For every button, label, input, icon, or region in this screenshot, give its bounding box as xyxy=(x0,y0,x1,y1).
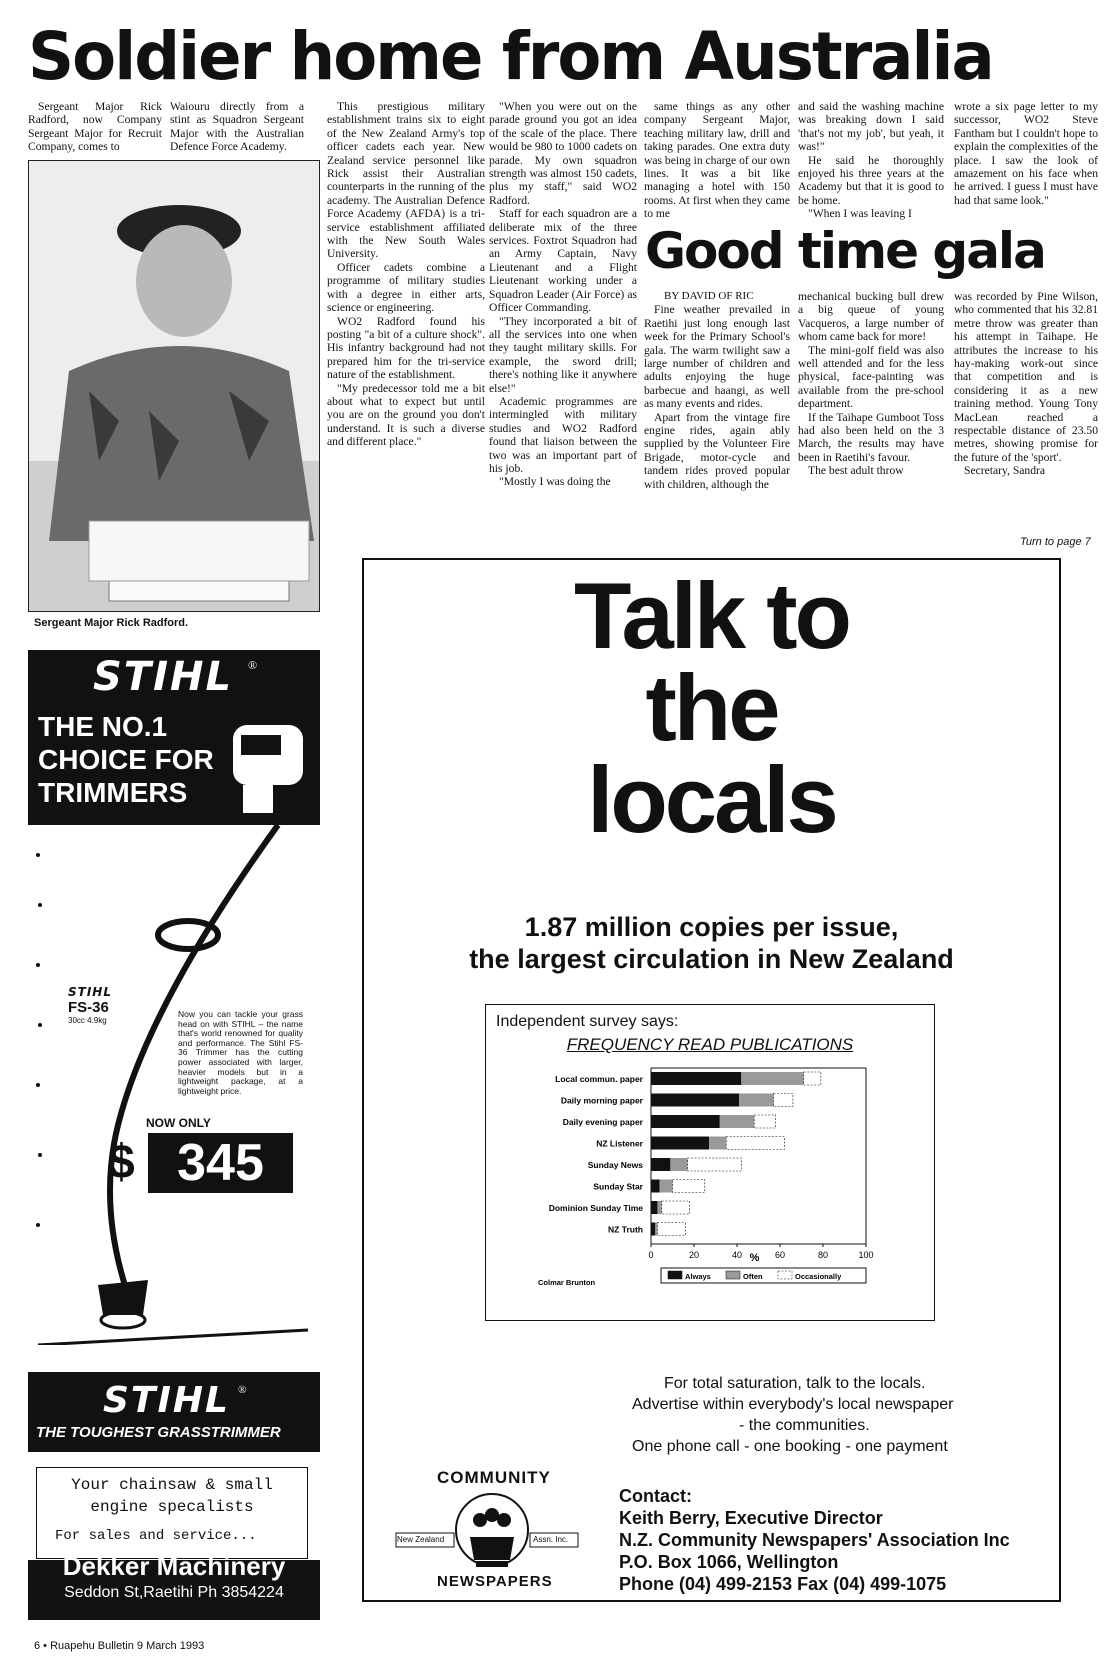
bar-often-2 xyxy=(720,1115,754,1128)
stihl-bottom-banner xyxy=(28,1372,320,1452)
contact-phone[interactable]: Phone (04) 499-2153 Fax (04) 499-1075 xyxy=(619,1574,947,1594)
bar-always-5 xyxy=(651,1180,660,1193)
dealer-address: Seddon St,Raetihi Ph 3854224 xyxy=(64,1584,284,1601)
bar-often-3 xyxy=(709,1137,726,1150)
article1-col6: and said the washing machine was breaking down I said 'that's not my job', but yeah, it was!" He said he thoroughly enjoyed his three years at the Academy but that it is good to be home. "When I was leaving I xyxy=(798,100,944,221)
dealer-line3: For sales and service... xyxy=(55,1528,257,1544)
category-label: Dominion Sunday Time xyxy=(548,1203,643,1213)
stihl-body: Now you can tackle your grass head on with STIHL – the name that's world renowned for quality and performance. The Stihl FS-36 Trimmer has the cutting power associated with larger, heavier models but in a lightweight package, at a lightweight price. xyxy=(178,1009,303,1096)
legend-swatch-occasionally xyxy=(778,1271,792,1279)
bar-occasionally-4 xyxy=(688,1158,742,1171)
turn-to-page[interactable]: Turn to page 7 xyxy=(1020,536,1091,548)
logo-right-text: Assn. Inc. xyxy=(533,1535,569,1544)
trimmer-engine-icon xyxy=(223,705,313,815)
article2-col1: BY DAVID OF RIC Fine weather prevailed in Raetihi just long enough last week for the Primary School's gala. The warm twilight saw a large number of children and adults enjoying the huge barbecue and haangi, as well as many events and rides. Apart from the vintage fire engine rides, again ably supplied by the Volunteer Fire Brigade, motor-cycle and tandem rides proved popular with children, although the xyxy=(644,290,790,491)
price-box: 345 xyxy=(148,1133,293,1193)
bar-always-3 xyxy=(651,1137,709,1150)
bar-occasionally-0 xyxy=(804,1072,821,1085)
community-newspapers-logo xyxy=(392,1465,592,1595)
bar-often-6 xyxy=(657,1201,661,1214)
article2-byline: BY DAVID OF RIC xyxy=(664,290,754,302)
bar-always-0 xyxy=(651,1072,741,1085)
soldier-photo xyxy=(28,160,320,612)
registered-mark: ® xyxy=(248,658,258,672)
dealer-company: Dekker Machinery xyxy=(62,1551,286,1581)
chart-source: Colmar Brunton xyxy=(538,1278,596,1287)
dealer-line1: Your chainsaw & small xyxy=(71,1476,273,1494)
category-label: NZ Truth xyxy=(608,1224,643,1235)
article1-col2: Waiouru directly from a stint as Squadron Sergeant Major with the Australian Defence Force Academy. xyxy=(170,100,304,154)
bar-often-5 xyxy=(660,1180,673,1193)
article1-col3: This prestigious military establishment trains six to eight of the New Zealand Army's top officer cadets each year. New Zealand service personnel like Rick assist their Australian counterparts in the running of the academy. The Australian Defence Force Academy (AFDA) is a tri-service establishment affiliated with the New South Wales University. Officer cadets combine a programme of military studies with a degree in either arts, science or engineering. WO2 Radford found his posting "a bit of a culture shock". His infantry background had not prepared him for the tri-service nature of the establishment. "My predecessor told me a bit about what to expect but until you are on the ground you don't understand. It is such a diverse and different place." xyxy=(327,100,485,449)
category-label: Sunday Star xyxy=(593,1181,643,1192)
contact-address: P.O. Box 1066, Wellington xyxy=(619,1552,839,1572)
tagline4: One phone call - one booking - one payment xyxy=(632,1438,948,1455)
bar-always-2 xyxy=(651,1115,720,1128)
x-tick-label: 80 xyxy=(817,1250,829,1260)
soldier-illustration xyxy=(29,161,319,611)
bar-occasionally-2 xyxy=(754,1115,776,1128)
contact-org: N.Z. Community Newspapers' Association Inc xyxy=(619,1530,1010,1550)
article1-col1: Sergeant Major Rick Radford, now Company Sergeant Major for Recruit Company, comes to xyxy=(28,100,162,154)
logo-bottom-text: NEWSPAPERS xyxy=(437,1573,553,1590)
bar-always-7 xyxy=(651,1223,655,1236)
survey-chart-box xyxy=(485,1004,935,1321)
stihl-logo-bottom: STIHL xyxy=(103,1380,230,1421)
circulation-line2: the largest circulation in New Zealand xyxy=(469,944,954,974)
category-label: Daily evening paper xyxy=(562,1117,643,1127)
logo-left-text: New Zealand xyxy=(397,1535,445,1544)
article1-headline: Soldier home from Australia xyxy=(28,18,993,95)
article1-col4: "When you were out on the parade ground you got an idea of the scale of the place. There would be 980 to 1000 cadets on parade. My own squadron strength was almost 150 cadets, plus my staff," said WO2 Radford. Staff for each squadron are a deliberate mix of the three services. Foxtrot Squadron had an Army Captain, Navy Lieutenant and a Flight Lieutenant working under a Squadron Leader (Air Force) as Officer Commanding. "They incorporated a bit of all the services into one when they taught military skills. For example, the sword drill; there's nothing like it anywhere else!" Academic programmes are intermingled with military studies and WO2 Radford found that liaison between the two was an important part of his job. "Mostly I was doing the xyxy=(489,100,637,489)
frequency-chart xyxy=(486,1050,934,1320)
dealer-line2: engine specalists xyxy=(90,1498,254,1516)
dealer-box xyxy=(36,1467,308,1559)
bar-often-7 xyxy=(655,1223,657,1236)
x-tick-label: 0 xyxy=(648,1250,654,1260)
bar-always-6 xyxy=(651,1201,657,1214)
survey-intro: Independent survey says: xyxy=(496,1013,679,1030)
bar-occasionally-1 xyxy=(774,1094,793,1107)
stihl-ad xyxy=(28,650,320,1595)
x-tick-label: 40 xyxy=(731,1250,743,1260)
photo-caption: Sergeant Major Rick Radford. xyxy=(34,617,189,629)
stihl-slogan: THE TOUGHEST GRASSTRIMMER xyxy=(36,1424,281,1441)
category-label: Daily morning paper xyxy=(560,1095,643,1106)
stihl-spec: 30cc 4.9kg xyxy=(68,1016,107,1025)
bar-often-4 xyxy=(670,1158,687,1171)
bar-occasionally-3 xyxy=(726,1137,784,1150)
tagline3: - the communities. xyxy=(739,1417,870,1434)
x-tick-label: 60 xyxy=(774,1250,786,1260)
stihl-model-block xyxy=(68,985,112,1025)
category-label: NZ Listener xyxy=(596,1138,643,1149)
article2-col3: was recorded by Pine Wilson, who commented that his 32.81 metre throw was greater than his attempt in Taihape. He attributes the increase to his hay-making work-out since that competition and is considering it as a new training method. Young Tony MacLean reached a respectable distance of 23.50 metres, showing promise for the future of the 'sport'. Secretary, Sandra xyxy=(954,290,1098,478)
article2-headline: Good time gala xyxy=(645,222,1045,280)
x-tick-label: 100 xyxy=(858,1250,874,1260)
category-label: Sunday News xyxy=(587,1160,643,1170)
registered-mark-bottom: ® xyxy=(238,1384,247,1396)
legend-label: Occasionally xyxy=(795,1272,842,1281)
tagline1: For total saturation, talk to the locals. xyxy=(664,1375,926,1392)
community-ad xyxy=(362,558,1061,1602)
article2-col2: mechanical bucking bull drew a big queue of young Vacqueros, a large number of whom came back for more! The mini-golf field was also well attended and for the less physical, face-painting was available from the pre-school department. If the Taihape Gumboot Toss had also been held on the 3 March, the results may have been in Raetihi's favour. The best adult throw xyxy=(798,290,944,478)
bar-always-1 xyxy=(651,1094,739,1107)
stihl-tagline: THE NO.1 CHOICE FOR TRIMMERS xyxy=(38,711,214,808)
bar-occasionally-6 xyxy=(662,1201,690,1214)
stihl-top-banner xyxy=(28,650,320,825)
legend-label: Always xyxy=(685,1272,711,1281)
category-label: Local commun. paper xyxy=(555,1074,643,1084)
bar-often-1 xyxy=(739,1094,773,1107)
page-folio: 6 • Ruapehu Bulletin 9 March 1993 xyxy=(34,1640,205,1652)
bar-often-0 xyxy=(741,1072,803,1085)
contact-label: Contact: xyxy=(619,1486,692,1506)
circulation-line1: 1.87 million copies per issue, xyxy=(524,912,899,942)
article1-col5: same things as any other company Sergeant Major, teaching military law, drill and taking parades. One extra duty was being in charge of our own lines. It was a bit like managing a hotel with 150 rooms. At first when they came to me xyxy=(644,100,790,221)
bar-occasionally-7 xyxy=(657,1223,685,1236)
tagline2: Advertise within everybody's local newspaper xyxy=(632,1396,954,1413)
legend-swatch-often xyxy=(726,1271,740,1279)
legend-swatch-always xyxy=(668,1271,682,1279)
price-currency: $ xyxy=(108,1136,135,1189)
logo-top-text: COMMUNITY xyxy=(437,1468,551,1487)
bar-always-4 xyxy=(651,1158,670,1171)
legend-label: Often xyxy=(743,1272,763,1281)
x-tick-label: 20 xyxy=(688,1250,700,1260)
stihl-model-brand: STIHL xyxy=(68,985,112,999)
x-axis-label: % xyxy=(749,1252,760,1264)
article1-col7: wrote a six page letter to my successor, WO2 Steve Fantham but I couldn't hope to explain the complexities of the place. I saw the look of amazement on his face when he arrived. I guess I must have had that same look." xyxy=(954,100,1098,207)
chart-title: FREQUENCY READ PUBLICATIONS xyxy=(566,1035,854,1054)
talk-headline: Talk to the locals xyxy=(574,563,849,852)
stihl-model: FS-36 xyxy=(68,999,109,1016)
stihl-logo-top: STIHL xyxy=(93,654,233,700)
bar-occasionally-5 xyxy=(673,1180,705,1193)
contact-block xyxy=(619,1485,1010,1595)
now-only: NOW ONLY xyxy=(146,1116,211,1130)
contact-name: Keith Berry, Executive Director xyxy=(619,1508,883,1528)
